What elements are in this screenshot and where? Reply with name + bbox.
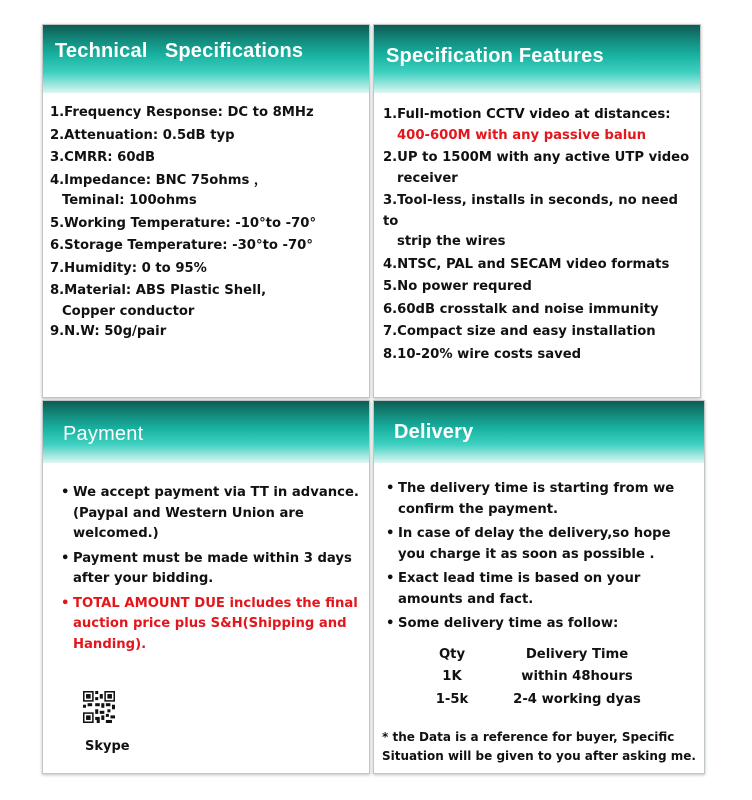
payment-item-highlight: • TOTAL AMOUNT DUE includes the final auction price plus S&H(Shipping and Handing).	[57, 594, 363, 656]
qr-label: Skype	[85, 739, 130, 754]
delivery-item: • Some delivery time as follow:	[382, 614, 702, 635]
spec-item: 1.Frequency Response: DC to 8MHz	[50, 105, 314, 120]
payment-item: • Payment must be made within 3 days after your bidding.	[57, 549, 363, 590]
spec-item: 6.Storage Temperature: -30°to -70°	[50, 238, 313, 253]
spec-item: 9.N.W: 50g/pair	[50, 324, 167, 339]
features-header	[374, 25, 700, 93]
payment-title: Payment	[63, 423, 144, 445]
payment-panel	[42, 400, 370, 774]
tech-specs-list	[50, 103, 365, 345]
spec-item: 2.Attenuation: 0.5dB typ	[50, 127, 235, 143]
feature-item: 4.NTSC, PAL and SECAM video formats	[383, 256, 670, 272]
delivery-note: * the Data is a reference for buyer, Specific Situation will be given to you after asking me.	[382, 730, 696, 763]
feature-item: 2.UP to 1500M with any active UTP video	[383, 150, 690, 165]
spec-item: 5.Working Temperature: -10°to -70°	[50, 215, 317, 231]
feature-item: 5.No power requred	[383, 279, 532, 294]
delivery-header	[374, 401, 704, 463]
delivery-panel	[373, 400, 705, 774]
table-cell: 2-4 working dyas	[513, 691, 641, 707]
feature-item: 1.Full-motion CCTV video at distances:	[383, 107, 671, 122]
delivery-item: • The delivery time is starting from we confirm the payment.	[382, 479, 702, 520]
feature-item-cont: strip the wires	[397, 234, 506, 249]
table-header-delivery-time: Delivery Time	[525, 646, 629, 662]
payment-list	[57, 483, 363, 659]
spec-item: 8.Material: ABS Plastic Shell,	[50, 283, 267, 298]
spec-item: 4.Impedance: BNC 75ohms ，	[50, 172, 268, 188]
table-header-qty: Qty	[438, 646, 466, 662]
feature-item-cont: receiver	[397, 170, 458, 186]
table-cell: within 48hours	[521, 669, 633, 684]
feature-item: 3.Tool-less, installs in seconds, no need to	[383, 193, 678, 229]
tech-specs-header	[43, 25, 369, 93]
payment-item: • We accept payment via TT in advance. (Paypal and Western Union are welcomed.)	[57, 483, 363, 545]
feature-item: 6.60dB crosstalk and noise immunity	[383, 301, 659, 317]
delivery-title: Delivery	[394, 421, 474, 443]
spec-item-cont: Teminal: 100ohms	[62, 193, 197, 208]
delivery-item: • In case of delay the delivery,so hope you charge it as soon as possible .	[382, 524, 702, 565]
delivery-content	[382, 479, 702, 766]
feature-item: 7.Compact size and easy installation	[383, 324, 656, 339]
delivery-time-table	[412, 645, 702, 711]
features-title: Specification Features	[386, 45, 604, 67]
payment-header	[43, 401, 369, 463]
features-panel	[373, 24, 701, 398]
feature-item-highlight: 400-600M with any passive balun	[397, 127, 647, 143]
features-list	[383, 105, 696, 367]
delivery-item: • Exact lead time is based on your amounts and fact.	[382, 569, 702, 610]
table-cell: 1K	[442, 669, 462, 684]
table-cell: 1-5k	[435, 691, 469, 707]
skype-qr-code-icon	[83, 691, 115, 723]
spec-item-cont: Copper conductor	[62, 303, 195, 319]
tech-specs-panel	[42, 24, 370, 398]
spec-item: 3.CMRR: 60dB	[50, 150, 156, 165]
spec-item: 7.Humidity: 0 to 95%	[50, 260, 207, 276]
feature-item: 8.10-20% wire costs saved	[383, 346, 582, 362]
tech-specs-title: Technical Specifications	[55, 40, 304, 62]
